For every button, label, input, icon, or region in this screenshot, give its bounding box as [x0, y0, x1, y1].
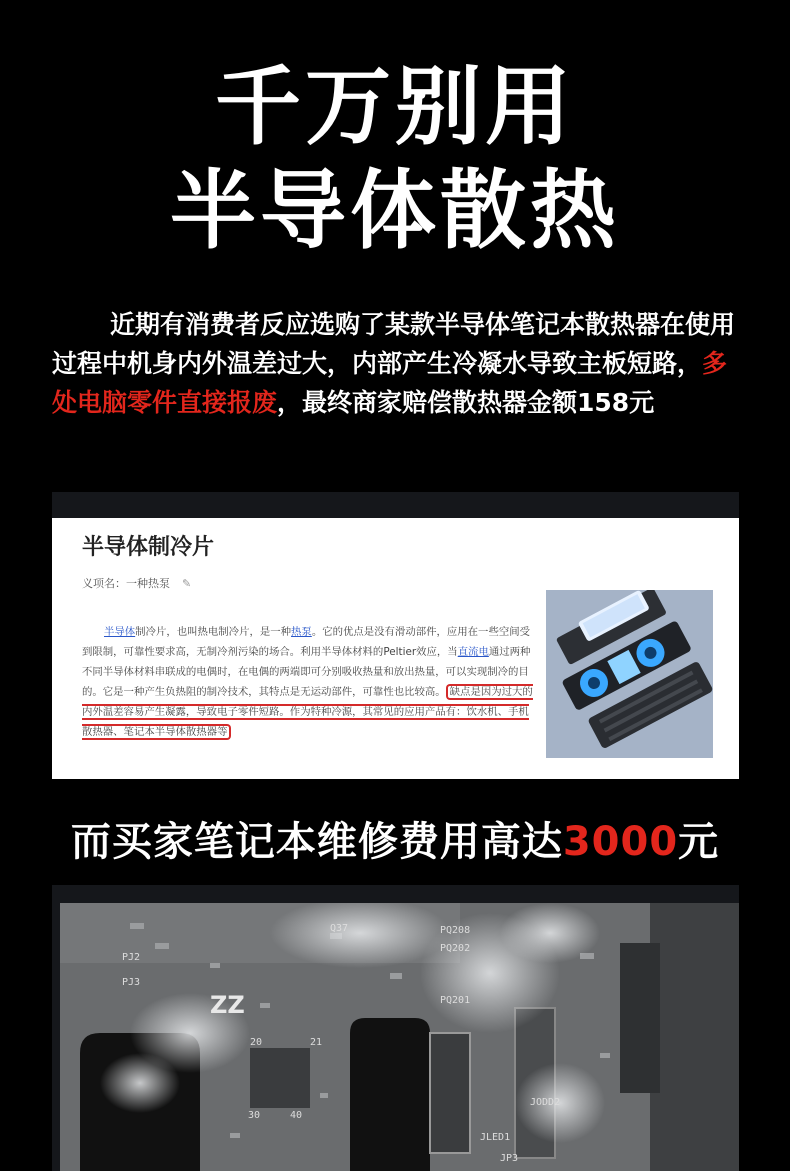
- label-pq202: PQ202: [440, 943, 471, 954]
- label-pin30: 30: [248, 1110, 261, 1121]
- card-paragraph: [82, 622, 534, 742]
- label-q37: Q37: [330, 923, 349, 934]
- title-block: [0, 55, 790, 263]
- highlighted-drawback: 缺点是因为过大的内外温差容易产生凝露，导致电子零件短路。作为特种冷源，其常见的应用产品有：饮水机、手机散热器、笔记本半导体散热器等: [82, 686, 533, 738]
- title-line-1: 千万别用: [215, 57, 575, 157]
- card-title: 半导体制冷片: [82, 535, 215, 560]
- label-pj3: PJ3: [122, 977, 141, 988]
- label-jodd2: JODD2: [530, 1097, 561, 1108]
- headline2-amount: 3000: [562, 819, 679, 865]
- card-subtitle: [82, 575, 191, 591]
- label-zz: ZZ: [210, 991, 245, 1019]
- cooling-device-image: [546, 590, 713, 758]
- card-text-3: 通过两种不同半导体材料串联成的电偶时，在电偶的两端即可分别吸收热量和放出热量，可以实现制冷的目的。它是一种产生负热阻的制冷技术，其特点是无运动部件，可靠性也比较高。: [82, 646, 531, 698]
- motherboard-illustration: [60, 903, 739, 1171]
- label-pq208: PQ208: [440, 925, 471, 936]
- label-pj2: PJ2: [122, 952, 141, 963]
- headline2-unit: 元: [678, 819, 720, 865]
- link-dc[interactable]: 直流电: [457, 646, 489, 658]
- card-text-2: 。它的优点是没有滑动部件，应用在一些空间受到限制，可靠性要求高，无制冷剂污染的场合。利用半导体材料的Peltier效应，当: [82, 626, 531, 658]
- intro-highlight-red: 多处电脑零件直接报废: [52, 349, 728, 417]
- link-heat-pump[interactable]: 热泵: [291, 626, 312, 638]
- label-jled1: JLED1: [480, 1132, 511, 1143]
- title-line-2: 半导体散热: [170, 161, 620, 261]
- intro-text: 近期有消费者反应选购了某款半导体笔记本散热器在使用过程中机身内外温差过大，内部产生冷凝水导致主板短路，: [52, 310, 736, 378]
- intro-paragraph: [52, 305, 742, 422]
- encyclopedia-card: [52, 518, 739, 779]
- label-pq201: PQ201: [440, 995, 471, 1006]
- label-jp3: JP3: [500, 1153, 519, 1164]
- link-semiconductor[interactable]: 半导体: [104, 626, 136, 638]
- edit-icon[interactable]: ✎: [182, 577, 192, 590]
- cooling-device-illustration: [546, 590, 713, 758]
- label-pin21: 21: [310, 1037, 323, 1048]
- headline2-text: 而买家笔记本维修费用高达: [70, 819, 563, 865]
- label-pin20: 20: [250, 1037, 263, 1048]
- card-subtitle-text: 义项名：一种热泵: [82, 577, 170, 590]
- label-pin40: 40: [290, 1110, 303, 1121]
- card-text-1: 制冷片，也叫热电制冷片，是一种: [135, 626, 292, 638]
- repair-cost-headline: [0, 810, 790, 867]
- intro-text-end: ，最终商家赔偿散热器金额158元: [277, 388, 655, 417]
- motherboard-photo: [60, 903, 739, 1171]
